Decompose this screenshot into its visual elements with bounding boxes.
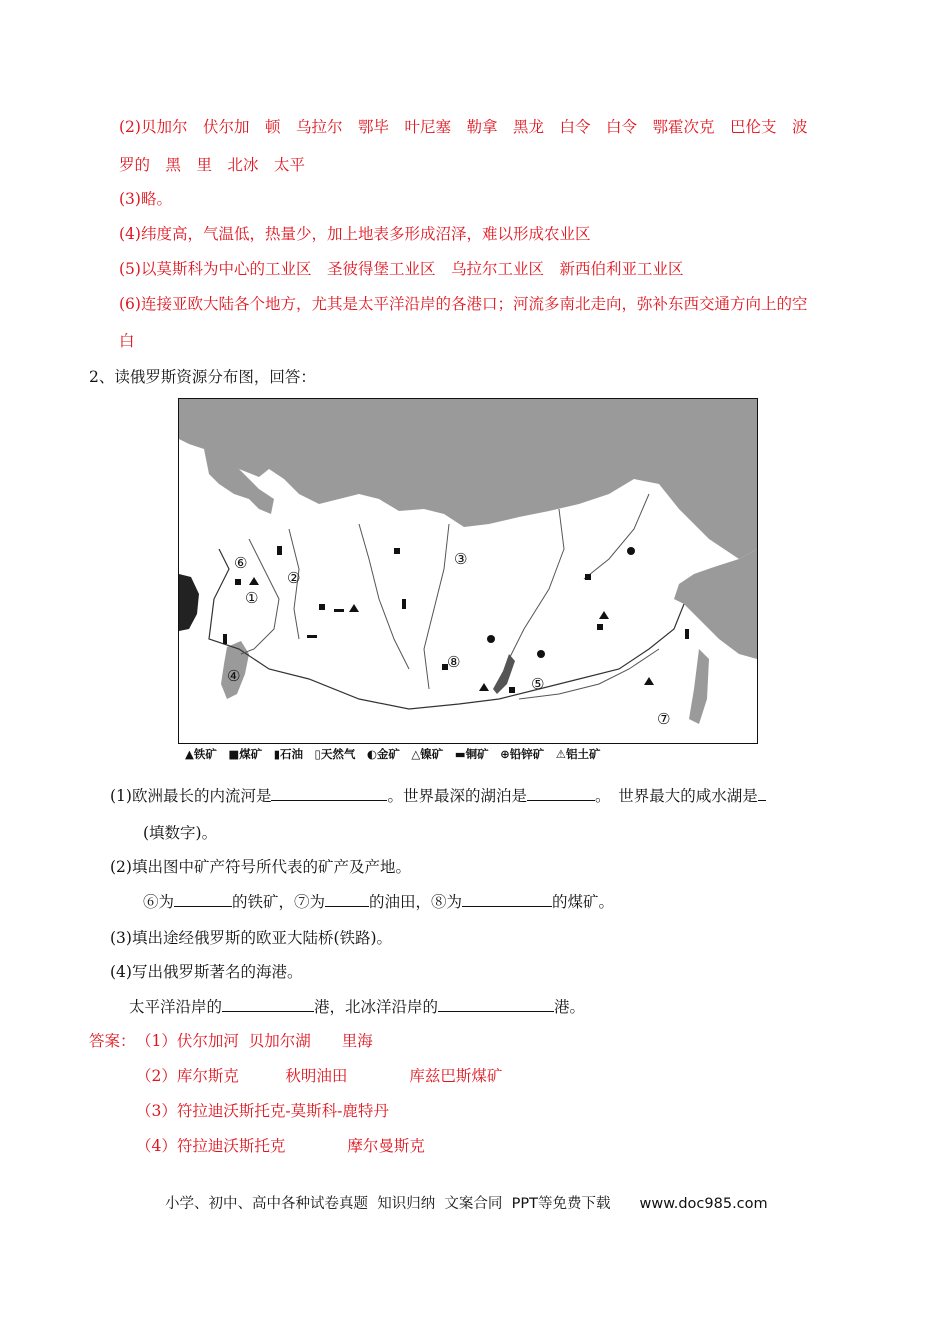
kamchatka: [674, 549, 757, 659]
question-4-blanks: [129, 997, 585, 1017]
q1-part-b: 。世界最深的湖泊是: [387, 787, 527, 805]
question-4: (4)写出俄罗斯著名的海港。: [110, 963, 303, 981]
q2-part-b: 的铁矿，⑦为: [232, 893, 326, 911]
sakhalin: [689, 649, 709, 724]
q2-part-c: 的油田，⑧为: [369, 893, 463, 911]
answer-line-7: 白: [119, 332, 135, 350]
ob-river: [359, 524, 409, 669]
q1-part-c: 。 世界最大的咸水湖是: [594, 787, 758, 805]
russia-border: [209, 549, 684, 709]
q4-part-b: 港，北冰洋沿岸的: [314, 998, 439, 1016]
blank-1[interactable]: [271, 786, 387, 801]
footer-text: 小学、初中、高中各种试卷真题 知识归纳 文案合同 PPT等免费下载 www.doc985.com: [165, 1196, 768, 1212]
q4-part-a: 太平洋沿岸的: [129, 998, 223, 1016]
answer-line-1: (2)贝加尔 伏尔加 顿 乌拉尔 鄂毕 叶尼塞 勒拿 黑龙 白令 白令 鄂霍次克 巴伦支 波: [119, 118, 808, 136]
question-2-blanks: [143, 892, 614, 912]
kolyma-river: [584, 494, 649, 579]
q1-part-a: (1)欧洲最长的内流河是: [110, 787, 272, 805]
map-label-8: ⑧: [447, 653, 461, 671]
map-label-1: ①: [245, 589, 259, 607]
map-legend: ▲铁矿 ■煤矿 ▮石油 ▯天然气 ◐金矿 △镍矿 ▬铜矿 ⊕铅锌矿 ⚠铝土矿: [185, 747, 601, 761]
blank-8[interactable]: [438, 997, 554, 1012]
answer-line-5: (5)以莫斯科为中心的工业区 圣彼得堡工业区 乌拉尔工业区 新西伯利亚工业区: [119, 260, 684, 278]
question-1: [110, 786, 766, 806]
answer-3: （3）符拉迪沃斯托克-莫斯科-鹿特丹: [136, 1102, 389, 1120]
blank-7[interactable]: [222, 997, 314, 1012]
answer-line-3: (3)略。: [119, 190, 172, 208]
arctic-land: [179, 399, 757, 559]
answer-line-2: 罗的 黑 里 北冰 太平: [119, 156, 306, 174]
q2-part-a: ⑥为: [143, 893, 175, 911]
black-sea-region: [179, 574, 199, 631]
map-label-3: ③: [454, 550, 468, 568]
answer-2: （2）库尔斯克 秋明油田 库兹巴斯煤矿: [136, 1067, 503, 1085]
q4-part-c: 港。: [554, 998, 586, 1016]
map-label-4: ④: [227, 667, 241, 685]
answer-line-4: (4)纬度高，气温低，热量少，加上地表多形成沼泽，难以形成农业区: [119, 225, 591, 243]
russia-resource-map: [178, 398, 758, 744]
question-3: (3)填出途经俄罗斯的欧亚大陆桥(铁路)。: [110, 929, 393, 947]
blank-5[interactable]: [325, 892, 369, 907]
q2-part-d: 的煤矿。: [552, 893, 615, 911]
question-2: (2)填出图中矿产符号所代表的矿产及产地。: [110, 858, 411, 876]
answers-label: 答案：: [89, 1032, 136, 1050]
question-1-cont: (填数字)。: [143, 824, 218, 842]
map-drawing: [179, 399, 757, 743]
blank-4[interactable]: [174, 892, 232, 907]
answer-line-6: (6)连接亚欧大陆各个地方，尤其是太平洋沿岸的各港口；河流多南北走向，弥补东西交通方向上的空: [119, 295, 808, 313]
map-label-2: ②: [287, 569, 301, 587]
blank-6[interactable]: [462, 892, 552, 907]
map-label-5: ⑤: [531, 675, 545, 693]
map-label-7: ⑦: [657, 710, 671, 728]
blank-2[interactable]: [527, 786, 595, 801]
blank-3[interactable]: [758, 786, 766, 801]
answer-1: （1）伏尔加河 贝加尔湖 里海: [136, 1032, 373, 1050]
map-label-6: ⑥: [234, 554, 248, 572]
question-title: 2、读俄罗斯资源分布图，回答：: [89, 368, 316, 386]
lena-river: [509, 509, 564, 659]
answer-4: （4）符拉迪沃斯托克 摩尔曼斯克: [136, 1137, 425, 1155]
